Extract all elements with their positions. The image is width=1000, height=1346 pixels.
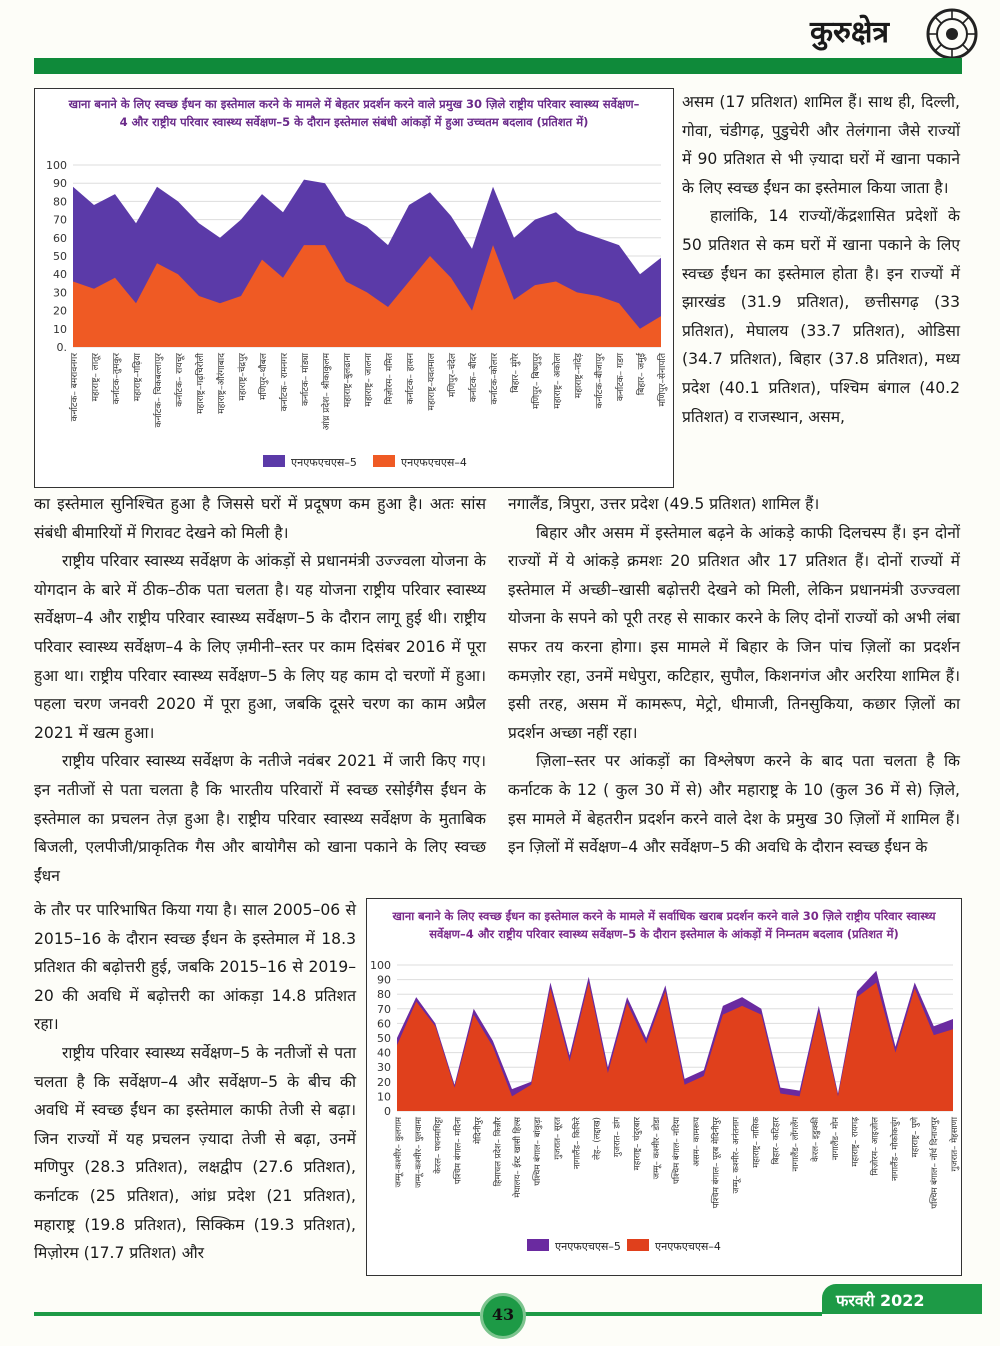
issue-date: फरवरी 2022 xyxy=(836,1291,925,1310)
x-tick-label: केरल– इडुक्की xyxy=(811,1117,821,1162)
x-tick-label: लेह– (लद्दाख) xyxy=(592,1117,603,1160)
x-tick-label: पश्चिम बंगाल– नदिया xyxy=(672,1117,682,1184)
page-number: 43 xyxy=(491,1305,515,1324)
y-tick-label: 0 xyxy=(384,1105,391,1118)
y-tick-label: 90 xyxy=(377,973,391,987)
x-tick-label: पश्चिम बंगाल– नॉर्थ दिनाजपुर xyxy=(930,1117,941,1209)
paragraph: राष्ट्रीय परिवार स्वास्थ्य सर्वेक्षण के आंकड़ों से प्रधानमंत्री उज्ज्वला योजना के योगदान के बारे में ठीक–ठीक पता चलता है। यह योजना राष्ट्रीय परिवार स्वास्थ्य सर्वेक्षण–4 और राष्ट्रीय परिवार स्वास्थ्य सर्वेक्षण–5 के दौरान लागू हुई थी। राष्ट्रीय परिवार स्वास्थ्य सर्वेक्षण–4 के लिए ज़मीनी–स्तर पर काम दिसंबर 2016 में पूरा हुआ था। राष्ट्रीय परिवार स्वास्थ्य सर्वेक्षण–5 के लिए यह काम दो चरणों में हुआ। पहला चरण जनवरी 2020 में पूरा हुआ, जबकि दूसरे चरण का काम अप्रैल 2021 में खत्म हुआ। xyxy=(34,552,486,742)
right-column-top xyxy=(682,88,960,431)
x-tick-label: महाराष्ट्र– रायगढ़ xyxy=(850,1117,861,1167)
x-tick-label: कर्नाटक–तुमकुर xyxy=(112,353,122,405)
x-tick-label: पश्चिम बंगाल– मदिना xyxy=(453,1117,464,1185)
x-tick-label: असम– कामरूप xyxy=(691,1117,702,1167)
x-tick-label: महाराष्ट्र– अकोला xyxy=(553,353,563,409)
legend-swatch-nfhs4 xyxy=(627,1239,649,1251)
x-tick-label: जम्मू–कश्मीर– पुलवामा xyxy=(413,1117,424,1188)
x-tick-label: महाराष्ट्र–चंद्रपुर xyxy=(238,353,248,401)
paragraph: असम (17 प्रतिशत) शामिल हैं। साथ ही, दिल्ली, गोवा, चंडीगढ़, पुडुचेरी और तेलंगाना जैसे राज्यों में 90 प्रतिशत से भी ज़्यादा घरों में खाना पकाने के लिए स्वच्छ ईंधन का इस्तेमाल किया जाता है। xyxy=(682,93,960,197)
chart1-plot xyxy=(35,89,673,487)
legend-label-nfhs5: एनएफएचएस–5 xyxy=(555,1240,621,1253)
x-tick-label: कर्नाटक–बीजापुर xyxy=(595,353,605,409)
x-tick-label: बिहार– जमुई xyxy=(637,353,647,396)
page-number-badge xyxy=(480,1293,526,1339)
x-tick-label: मणिपुर–चंदेल xyxy=(448,353,458,398)
x-tick-label: हिमाचल प्रदेश– किन्नौर xyxy=(493,1117,504,1187)
y-tick-label: 60 xyxy=(53,231,67,245)
y-tick-label: 50 xyxy=(53,250,67,263)
y-tick-label: 60 xyxy=(377,1017,391,1031)
x-tick-label: बिहार– मुंगेर xyxy=(511,353,521,393)
left-column-bottom xyxy=(34,896,356,1268)
x-tick-label: महाराष्ट्र–नांदेड़ xyxy=(574,353,584,399)
x-tick-label: गुजरात– डांग xyxy=(612,1117,623,1158)
chart-bottom-districts xyxy=(366,898,962,1276)
footer-rule xyxy=(520,1312,822,1316)
x-tick-label: कर्नाटक– रामनगर xyxy=(280,353,290,412)
x-tick-label: आंध्र प्रदेश– श्रीकाकुलम xyxy=(322,353,332,431)
y-tick-label: 10 xyxy=(53,322,67,336)
x-tick-label: महाराष्ट्र–गढ़चिरोली xyxy=(196,353,206,414)
x-tick-label: मिज़ोरम– ममित xyxy=(385,353,395,405)
x-tick-label: जम्मू– कश्मीर– अनंतनाग xyxy=(731,1117,742,1194)
y-tick-label: 30 xyxy=(377,1061,391,1075)
y-tick-label: 90 xyxy=(53,177,67,191)
y-tick-label: 20 xyxy=(377,1075,391,1089)
paragraph: ज़िला–स्तर पर आंकड़ों का विश्लेषण करने के बाद पता चलता है कि कर्नाटक के 12 ( कुल 30 में से) और महाराष्ट्र के 10 (कुल 36 में से) ज़िले, इस मामले में बेहतरीन प्रदर्शन करने वाले देश के प्रमुख 30 ज़िलों में शामिल हैं। इन ज़िलों में सर्वेक्षण–4 और सर्वेक्षण–5 की अवधि के दौरान स्वच्छ ईंधन के xyxy=(508,752,960,857)
x-tick-label: पश्चिम बंगाल– पूरब मेदिनीपुर xyxy=(711,1117,722,1209)
paragraph: राष्ट्रीय परिवार स्वास्थ्य सर्वेक्षण के नतीजे नवंबर 2021 में जारी किए गए। इन नतीजों से पता चलता है कि भारतीय परिवारों में स्वच्छ रसोईगैस ईंधन के इस्तेमाल का प्रचलन तेज़ हुआ है। राष्ट्रीय परिवार स्वास्थ्य सर्वेक्षण के मुताबिक बिजली, एलपीजी/प्राकृतिक गैस और बायोगैस को खाना पकाने के लिए स्वच्छ ईंधन xyxy=(34,752,486,885)
x-tick-label: बिहार– कटिहार xyxy=(771,1117,782,1165)
paragraph: का इस्तेमाल सुनिश्चित हुआ है जिससे घरों में प्रदूषण कम हुआ है। अतः सांस संबंधी बीमारियों में गिरावट देखने को मिली है। xyxy=(34,495,486,542)
y-tick-label: 70 xyxy=(377,1002,391,1016)
x-tick-label: कर्नाटक– हासन xyxy=(406,353,416,405)
x-tick-label: जम्मू–कश्मीर– कुलगाम xyxy=(394,1117,404,1188)
chart1-title: खाना बनाने के लिए स्वच्छ ईंधन का इस्तेमाल करने के मामले में बेहतर प्रदर्शन करने वाले प्रमुख 30 ज़िले राष्ट्रीय परिवार स्वास्थ्य सर्वेक्षण–4 और राष्ट्रीय परिवार स्वास्थ्य सर्वेक्षण–5 के दौरान इस्तेमाल संबंधी आंकड़ों में हुआ उच्चतम बदलाव (प्रतिशत में) xyxy=(68,97,640,129)
x-tick-label: कर्नाटक–कोलार xyxy=(490,353,500,405)
magazine-title: कुरुक्षेत्र xyxy=(810,15,890,50)
x-tick-label: महाराष्ट्र–गढ़िया xyxy=(133,353,143,402)
x-tick-label: महाराष्ट्र–यवतमाल xyxy=(427,353,437,411)
x-tick-label: नागालैंड– मोकोकचुंग xyxy=(890,1117,901,1181)
y-tick-label: 80 xyxy=(377,988,391,1002)
series-area-nfhs4 xyxy=(397,983,953,1112)
y-tick-label: 20 xyxy=(53,304,67,318)
y-tick-label: 30 xyxy=(53,286,67,300)
footer-rule xyxy=(34,1312,480,1316)
x-tick-label: गुजरात– सूरत xyxy=(552,1117,563,1160)
x-tick-label: मिज़ोरम– आइज़ोल xyxy=(870,1117,881,1176)
y-tick-label: 40 xyxy=(53,268,67,282)
x-tick-label: नागालैंड– लोंगलेंग xyxy=(791,1117,802,1172)
x-tick-label: कर्नाटक– रायचूर xyxy=(175,353,185,407)
x-tick-label: मणिपुर–थौबल xyxy=(259,353,269,400)
y-tick-label: 40 xyxy=(377,1046,391,1060)
header-rule xyxy=(34,58,962,74)
paragraph: नगालैंड, त्रिपुरा, उत्तर प्रदेश (49.5 प्रतिशत) शामिल हैं। xyxy=(508,495,820,513)
chart2-plot xyxy=(367,899,961,1275)
x-tick-label: जम्मू– कश्मीर– डोडा xyxy=(652,1117,663,1180)
legend-swatch-nfhs5 xyxy=(527,1239,549,1251)
x-tick-label: महाराष्ट्र–औरंगाबाद xyxy=(217,353,227,414)
x-tick-label: नागालैंड– मोन xyxy=(830,1117,841,1161)
issue-tab xyxy=(822,1284,982,1314)
y-tick-label: 80 xyxy=(53,195,67,209)
x-tick-label: केरल– पथनमथिट्टा xyxy=(433,1117,444,1174)
x-tick-label: महाराष्ट्र– चंदुरबार xyxy=(632,1117,643,1171)
x-tick-label: पश्चिम बंगाल– बांकुड़ा xyxy=(533,1117,543,1186)
y-tick-label: 0. xyxy=(56,341,67,354)
y-tick-label: 50 xyxy=(377,1032,391,1045)
paragraph: हालांकि, 14 राज्यों/केंद्रशासित प्रदेशों के 50 प्रतिशत से कम घरों में खाना पकाने के लिए स्वच्छ ईंधन का इस्तेमाल होता है। इन राज्यों में झारखंड (31.9 प्रतिशत), छत्तीसगढ़ (33 प्रतिशत), मेघालय (33.7 प्रतिशत), ओडिसा (34.7 प्रतिशत), बिहार (37.8 प्रतिशत), मध्य प्रदेश (40.1 प्रतिशत), पश्चिम बंगाल (40.2 प्रतिशत) व राजस्थान, असम, xyxy=(682,207,960,426)
x-tick-label: महाराष्ट्र– पुणे xyxy=(910,1117,921,1158)
x-tick-label: गुजरात– मेहसाणा xyxy=(950,1117,960,1172)
x-tick-label: महाराष्ट्र–बुलढाना xyxy=(343,353,353,408)
legend-swatch-nfhs5 xyxy=(263,455,285,467)
legend-swatch-nfhs4 xyxy=(373,455,395,467)
left-column-middle xyxy=(34,490,486,890)
chart-top-districts xyxy=(34,88,674,488)
legend-label-nfhs4: एनएफएचएस–4 xyxy=(401,456,467,469)
paragraph: राष्ट्रीय परिवार स्वास्थ्य सर्वेक्षण–5 के नतीजों से पता चलता है कि सर्वेक्षण–4 और सर्वेक्षण–5 के बीच की अवधि में स्वच्छ ईंधन का इस्तेमाल काफी तेजी से बढ़ा। जिन राज्यों में यह प्रचलन ज़्यादा तेजी से बढ़ा, उनमें मणिपुर (28.3 प्रतिशत), लक्षद्वीप (27.6 प्रतिशत), कर्नाटक (25 प्रतिशत), आंध्र प्रदेश (21 प्रतिशत), महाराष्ट्र (19.8 प्रतिशत), सिक्किम (19.3 प्रतिशत), मिज़ोरम (17.7 प्रतिशत) और xyxy=(34,1043,356,1263)
paragraph: बिहार और असम में इस्तेमाल बढ़ने के आंकड़े काफी दिलचस्प हैं। इन दोनों राज्यों में ये आंकड़े क्रमशः 20 प्रतिशत और 17 प्रतिशत हैं। दोनों राज्यों में इस्तेमाल में अच्छी–खासी बढ़ोत्तरी देखने को मिली, लेकिन प्रधानमंत्री उज्ज्वला योजना के सपने को पूरी तरह से साकार करने के लिए दोनों राज्यों को अभी लंबा सफर तय करना होगा। इस मामले में बिहार के जिन पांच ज़िलों का प्रदर्शन कमज़ोर रहा, उनमें मधेपुरा, कटिहार, सुपौल, किशनगंज और अररिया शामिल हैं। इसी तरह, असम में कामरूप, मेट्रो, धीमाजी, तिनसुकिया, कछार ज़िलों का प्रदर्शन अच्छा नहीं रहा। xyxy=(508,523,960,742)
x-tick-label: मणिपुर–सेनापति xyxy=(658,353,668,407)
y-tick-label: 100 xyxy=(46,159,67,172)
x-tick-label: नागालैंड– किफिरे xyxy=(572,1117,583,1170)
x-tick-label: मेघालय– ईस्ट खासी हिल्स xyxy=(513,1117,524,1198)
paragraph: के तौर पर पारिभाषित किया गया है। साल 2005–06 से 2015–16 के दौरान स्वच्छ ईंधन के इस्तेमाल में 18.3 प्रतिशत की बढ़ोत्तरी हुई, जबकि 2015–16 से 2019–20 की अवधि में बढ़ोत्तरी का आंकड़ा 14.8 प्रतिशत रहा। xyxy=(34,901,356,1034)
x-tick-label: कर्नाटक– बीदर xyxy=(469,353,479,402)
x-tick-label: कर्नाटक– बमरावनगर xyxy=(70,353,80,422)
x-tick-label: कर्नाटक– चिकबल्लापुर xyxy=(154,353,164,428)
y-tick-label: 100 xyxy=(370,959,391,972)
x-tick-label: मणिपुर– बिष्णुपुर xyxy=(532,353,542,410)
y-tick-label: 70 xyxy=(53,213,67,227)
emblem-icon xyxy=(926,8,978,60)
x-tick-label: महाराष्ट्र– जालना xyxy=(364,353,374,407)
legend-label-nfhs4: एनएफएचएस–4 xyxy=(655,1240,721,1253)
right-column-middle xyxy=(508,490,960,862)
y-tick-label: 10 xyxy=(377,1090,391,1104)
x-tick-label: महाराष्ट्र– नासिक xyxy=(751,1117,762,1168)
legend-label-nfhs5: एनएफएचएस–5 xyxy=(291,456,357,469)
chart2-title: खाना बनाने के लिए स्वच्छ ईंधन का इस्तेमाल करने के मामले में सर्वाधिक खराब प्रदर्शन करने वाले 30 ज़िले राष्ट्रीय परिवार स्वास्थ्य सर्वेक्षण–4 और राष्ट्रीय परिवार स्वास्थ्य सर्वेक्षण–5 के दौरान इस्तेमाल के आंकड़ों में निम्नतम बदलाव (प्रतिशत में) xyxy=(392,909,936,941)
x-tick-label: कर्नाटक– गडग xyxy=(616,353,626,401)
x-tick-label: मेदिनीपुर xyxy=(473,1117,484,1145)
x-tick-label: कर्नाटक– मांड्या xyxy=(301,353,311,406)
x-tick-label: महाराष्ट्र– लातूर xyxy=(91,353,101,402)
